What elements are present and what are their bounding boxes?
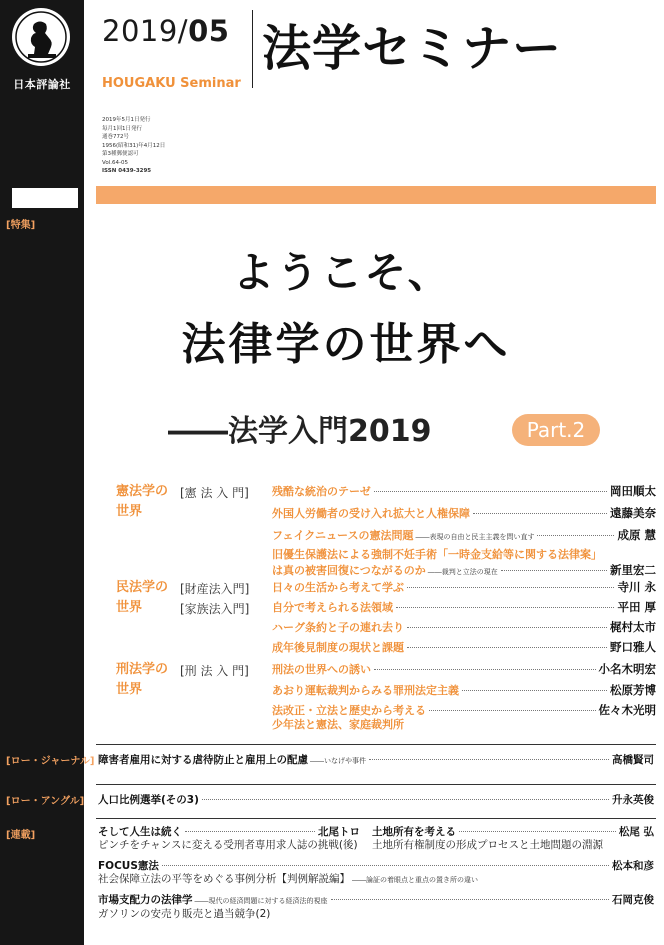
toc-entry[interactable]: フェイクニュースの憲法問題 ――表現の自由と民主主義を問い直す 成原 慧 — [272, 528, 656, 542]
issue-number: 2019/05 — [102, 14, 230, 48]
law-angle-label: [ロー・アングル] — [6, 796, 85, 807]
law-journal-entry[interactable]: 障害者雇用に対する虐待防止と雇用上の配慮 ――いなげや事件 高橋賢司 — [98, 754, 654, 766]
part-badge: Part.2 — [512, 414, 600, 446]
divider-line — [96, 744, 656, 745]
toc-entry[interactable]: 法改正・立法と歴史から考える 佐々木光明 少年法と憲法、家庭裁判所 — [272, 703, 656, 731]
toc-entry[interactable]: あおり運転裁判からみる罪刑法定主義 松原芳博 — [272, 683, 656, 697]
toc-entry[interactable]: 外国人労働者の受け入れ拡大と人権保障 遠藤美奈 — [272, 506, 656, 520]
constitution-category: 憲法学の 世界 — [116, 484, 169, 519]
toc-entry[interactable]: 刑法の世界への誘い 小名木明宏 — [272, 662, 656, 676]
law-journal-label: [ロー・ジャーナル] — [6, 756, 95, 767]
civil-category: 民法学の 世界 — [116, 580, 169, 615]
feature-label: [特集] — [6, 220, 36, 231]
left-spine — [0, 0, 95, 945]
toc-entry[interactable]: 旧優生保護法による強制不妊手術「一時金支給等に関する法律案」 は真の被害回復につながるのか ――裁判と立法の現在 新里宏二 — [272, 548, 656, 577]
feature-title-line2: 法律学の世界へ — [181, 319, 511, 370]
divider-line — [96, 818, 656, 819]
serial-entry[interactable]: 市場支配力の法律学 ――現代の経済問題に対する経済法的視座 石岡克俊 ガソリンの安売り販売と過当競争(2) — [98, 894, 654, 920]
header-divider — [252, 10, 253, 88]
toc-entry[interactable]: 残酷な統治のテーゼ 岡田順太 — [272, 484, 656, 498]
english-subtitle: HOUGAKU Seminar — [102, 76, 241, 91]
law-angle-entry[interactable]: 人口比例選挙(その3) 升永英俊 — [98, 794, 654, 806]
serial-entry[interactable]: そして人生は続く 北尾トロ ピンチをチャンスに変える受刑者専用求人誌の挑戦(後) — [98, 826, 360, 851]
serial-label: [連載] — [6, 830, 36, 841]
serial-entry[interactable]: 土地所有を考える 松尾 弘 土地所有権制度の形成プロセスと土地問題の淵源 — [372, 826, 654, 851]
toc-entry[interactable]: 成年後見制度の現状と課題 野口雅人 — [272, 640, 656, 654]
toc-entry[interactable]: 日々の生活から考えて学ぶ 寺川 永 — [272, 580, 656, 594]
serial-entry[interactable]: FOCUS憲法 松本和彦 社会保障立法の平等をめぐる事例分析【判例解説編】 ――論証の着眼点と重点の置き所の違い — [98, 860, 654, 885]
property-law-sub: [財産法入門] — [180, 582, 250, 596]
toc-entry[interactable]: 自分で考えられる法領域 平田 厚 — [272, 600, 656, 614]
feature-subtitle: ――法学入門2019 — [168, 414, 432, 449]
criminal-category: 刑法学の 世界 — [116, 662, 169, 697]
spine-white-block — [12, 188, 78, 208]
constitution-sub: [憲 法 入 門] — [180, 486, 249, 500]
orange-band — [96, 186, 656, 204]
feature-title-line1: ようこそ、 — [232, 248, 452, 297]
criminal-sub: [刑 法 入 門] — [180, 664, 249, 678]
family-law-sub: [家族法入門] — [180, 602, 250, 616]
publisher-name: 日本評論社 — [13, 78, 71, 91]
thinker-emblem-icon — [12, 8, 70, 66]
divider-line — [96, 784, 656, 785]
toc-entry[interactable]: ハーグ条約と子の連れ去り 梶村太市 — [272, 620, 656, 634]
publication-info: 2019年5月1日発行 毎月1回1日発行 通巻772号 1956(昭和31)年4月12日 第3種郵便認可 Vol.64-05 ISSN 0439-3295 — [102, 117, 166, 174]
magazine-title: 法学セミナー — [262, 20, 563, 77]
